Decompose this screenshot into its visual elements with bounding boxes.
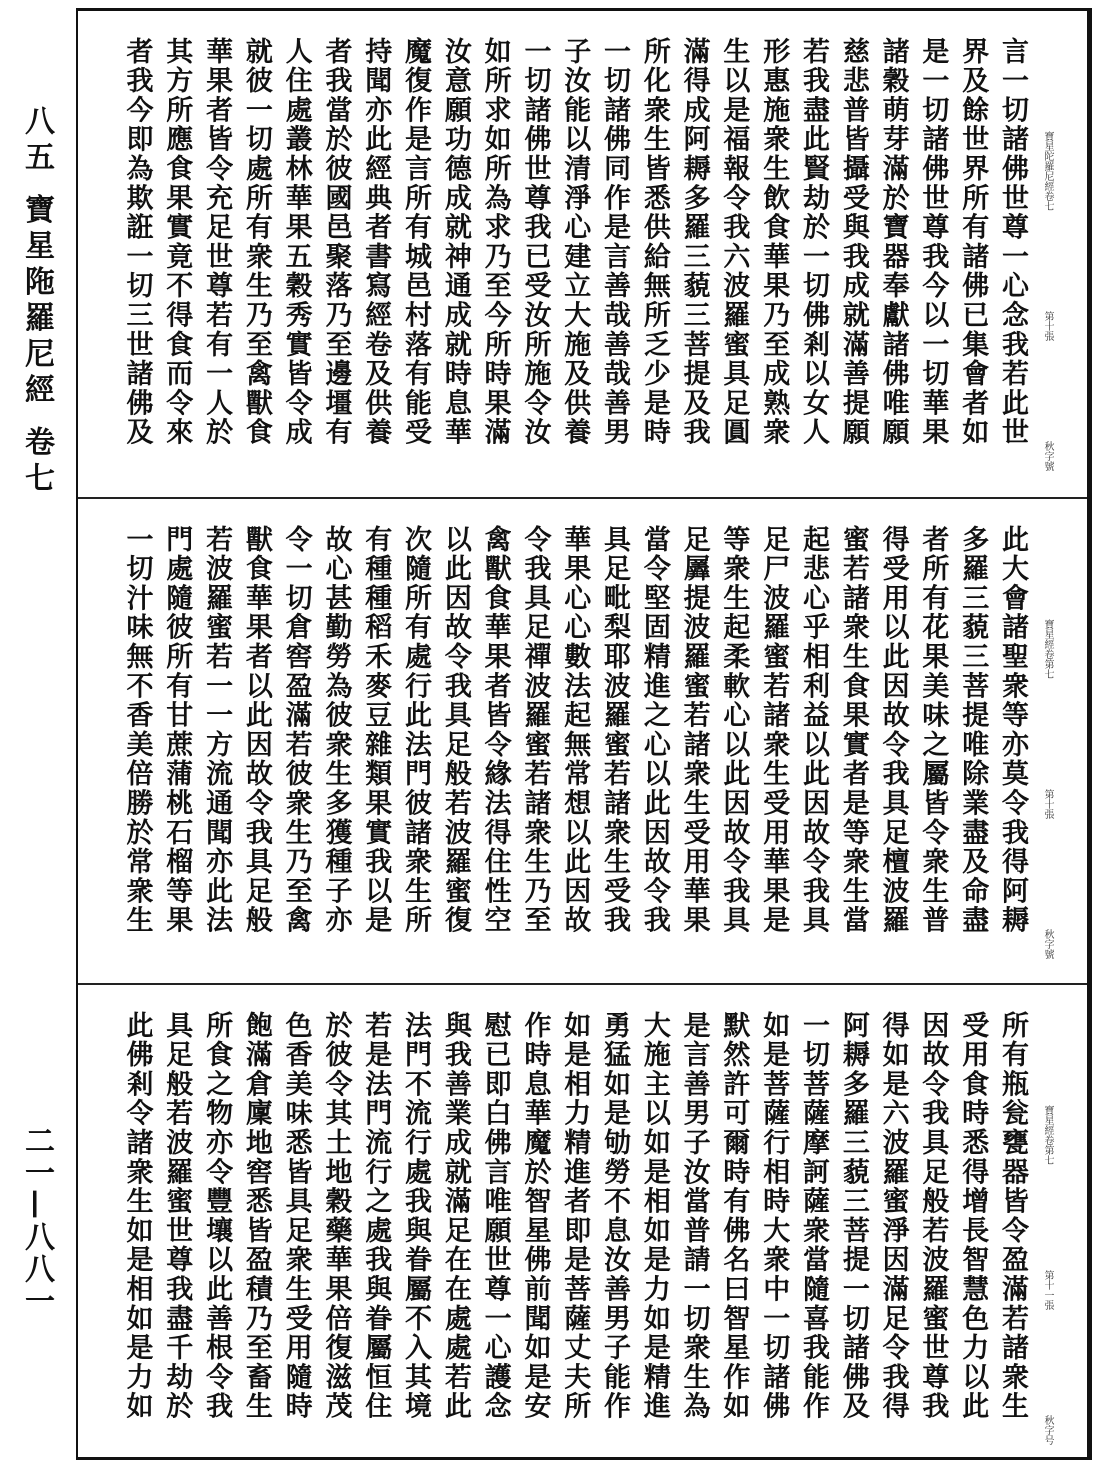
text-column: 得如是六波羅蜜淨因滿足令我得 (877, 1011, 909, 1422)
text-column: 者所有花果美味之屬皆令衆生普 (917, 525, 949, 936)
text-column: 人住處叢林華果五穀秀實皆令成 (280, 37, 312, 448)
text-column: 受用食時悉得增長智慧色力以此 (957, 1011, 989, 1422)
text-column: 如是相力精進者即是菩薩丈夫所 (559, 1011, 591, 1422)
text-columns (117, 1011, 1032, 1451)
text-column: 此大會諸聖衆等亦莫令我得阿耨 (997, 525, 1028, 936)
marginal-note (1040, 131, 1055, 471)
text-column: 色香美味悉皆具足衆生受用隨時 (280, 1011, 312, 1422)
text-column: 法門不流行處我與眷屬不入其境 (400, 1011, 432, 1422)
marginal-note-text: 第十張 (1042, 789, 1053, 819)
text-column: 諸穀萌芽滿於寶器奉獻諸佛唯願 (877, 37, 909, 448)
text-column: 以此因故令我具足般若波羅蜜復 (439, 525, 471, 936)
text-column: 者我當於彼國邑聚落乃至邊壃有 (320, 37, 352, 448)
text-column: 禽獸食華果者皆令緣法得住性空 (479, 525, 511, 936)
text-column: 足尸波羅蜜若諸衆生受用華果是 (758, 525, 790, 936)
text-columns (117, 525, 1032, 965)
text-column: 起悲心乎相利益以此因故令我具 (798, 525, 830, 936)
text-column: 若是法門流行之處我與眷屬恒住 (360, 1011, 392, 1422)
text-column: 足羼提波羅蜜若諸衆生受用華果 (678, 525, 710, 936)
marginal-note-text: 第十張 (1042, 311, 1053, 341)
marginal-note-text: 秋字號 (1042, 441, 1053, 471)
text-column: 令我具足禪波羅蜜若諸衆生乃至 (519, 525, 551, 936)
text-column: 勇猛如是劬勞不息汝善男子能作 (599, 1011, 631, 1422)
text-column: 言一切諸佛世尊一心念我若此世 (997, 37, 1028, 448)
text-column: 就彼一切處所有衆生乃至禽獸食 (240, 37, 272, 448)
text-column: 如所求如所為求乃至今所時果滿 (479, 37, 511, 448)
text-column: 所食之物亦令豐壤以此善根令我 (201, 1011, 233, 1422)
text-column: 一切汁味無不香美倍勝於常衆生 (121, 525, 153, 936)
text-column: 慈悲普皆攝受與我成就滿善提願 (837, 37, 869, 448)
register-middle (78, 497, 1087, 983)
marginal-note-text: 秋字号 (1042, 1415, 1053, 1445)
text-column: 一切菩薩摩訶薩衆當隨喜我能作 (798, 1011, 830, 1422)
text-column: 若我盡此賢劫於一切佛剎以女人 (798, 37, 830, 448)
text-column: 大施主以如是相如是力如是精進 (638, 1011, 670, 1422)
text-column: 多羅三藐三菩提唯除業盡及命盡 (957, 525, 989, 936)
text-column: 慰已即白佛言唯願世尊一心護念 (479, 1011, 511, 1422)
text-columns (117, 37, 1032, 477)
text-column: 故心甚勤勞為彼衆生多獲種子亦 (320, 525, 352, 936)
text-column: 具足毗梨耶波羅蜜若諸衆生受我 (599, 525, 631, 936)
text-column: 界及餘世界所有諸佛已集會者如 (957, 37, 989, 448)
text-column: 默然許可爾時有佛名曰智星作如 (718, 1011, 750, 1422)
margin-page-number: 二一—八八一 (19, 1125, 54, 1317)
text-column: 一切諸佛同作是言善哉善哉善男 (599, 37, 631, 448)
text-column: 飽滿倉廩地窖悉皆盈積乃至畜生 (240, 1011, 272, 1422)
text-column: 當令堅固精進之心以此因故令我 (638, 525, 670, 936)
marginal-note-text: 寶星經卷第七 (1042, 619, 1053, 679)
text-column: 子汝能以清淨心建立大施及供養 (559, 37, 591, 448)
text-column: 獸食華果者以此因故令我具足般 (240, 525, 272, 936)
text-column: 一切諸佛世尊我已受汝所施令汝 (519, 37, 551, 448)
marginal-note (1040, 619, 1055, 959)
text-column: 與我善業成就滿足在在處處若此 (439, 1011, 471, 1422)
text-column: 形惠施衆生飲食華果乃至成熟衆 (758, 37, 790, 448)
text-column: 得受用以此因故令我具足檀波羅 (877, 525, 909, 936)
register-bottom (78, 983, 1087, 1458)
text-column: 所有瓶瓮甕器皆令盈滿若諸衆生 (997, 1011, 1028, 1422)
text-column: 持聞亦此經典者書寫經卷及供養 (360, 37, 392, 448)
text-column: 如是菩薩行相時大衆中一切諸佛 (758, 1011, 790, 1422)
text-column: 是一切諸佛世尊我今以一切華果 (917, 37, 949, 448)
text-column: 汝意願功德成就神通成就時息華 (439, 37, 471, 448)
page-frame (76, 8, 1092, 1460)
text-column: 作時息華魔於智星佛前聞如是安 (519, 1011, 551, 1422)
text-column: 其方所應食果實竟不得食而令來 (161, 37, 193, 448)
text-column: 若波羅蜜若一一方流通聞亦此法 (201, 525, 233, 936)
marginal-note-text: 第十一張 (1042, 1270, 1053, 1310)
text-column: 因故令我具足般若波羅蜜世尊我 (917, 1011, 949, 1422)
marginal-note-text: 寶星陀羅尼經卷七 (1042, 131, 1053, 211)
text-column: 所化衆生皆悉供給無所乏少是時 (638, 37, 670, 448)
text-column: 門處隨彼所有甘蔗蒲桃石榴等果 (161, 525, 193, 936)
text-column: 等衆生起柔軟心以此因故令我具 (718, 525, 750, 936)
text-column: 令一切倉窖盈滿若彼衆生乃至禽 (280, 525, 312, 936)
text-column: 於彼令其土地穀藥華果倍復滋茂 (320, 1011, 352, 1422)
marginal-note (1040, 1105, 1055, 1445)
marginal-note-text: 秋字號 (1042, 929, 1053, 959)
margin-sutra-title: 八五 寶星陁羅尼經 卷七 (19, 105, 54, 498)
text-column: 蜜若諸衆生食果實者是等衆生當 (837, 525, 869, 936)
register-top (78, 11, 1087, 497)
text-column: 華果者皆令充足世尊若有一人於 (201, 37, 233, 448)
text-column: 具足般若波羅蜜世尊我盡千劫於 (161, 1011, 193, 1422)
text-column: 是言善男子汝當普請一切衆生為 (678, 1011, 710, 1422)
text-column: 此佛剎令諸衆生如是相如是力如 (121, 1011, 153, 1422)
text-column: 次隨所有處行此法門彼諸衆生所 (400, 525, 432, 936)
text-column: 滿得成阿耨多羅三藐三菩提及我 (678, 37, 710, 448)
text-column: 魔復作是言所有城邑村落有能受 (400, 37, 432, 448)
marginal-note-text: 寶星經卷第七 (1042, 1105, 1053, 1165)
text-column: 者我今即為欺誑一切三世諸佛及 (121, 37, 153, 448)
text-column: 華果心心數法起無常想以此因故 (559, 525, 591, 936)
text-column: 有種種稻禾麥豆雜類果實我以是 (360, 525, 392, 936)
text-column: 阿耨多羅三藐三菩提一切諸佛及 (837, 1011, 869, 1422)
text-column: 生以是福報令我六波羅蜜具足圓 (718, 37, 750, 448)
